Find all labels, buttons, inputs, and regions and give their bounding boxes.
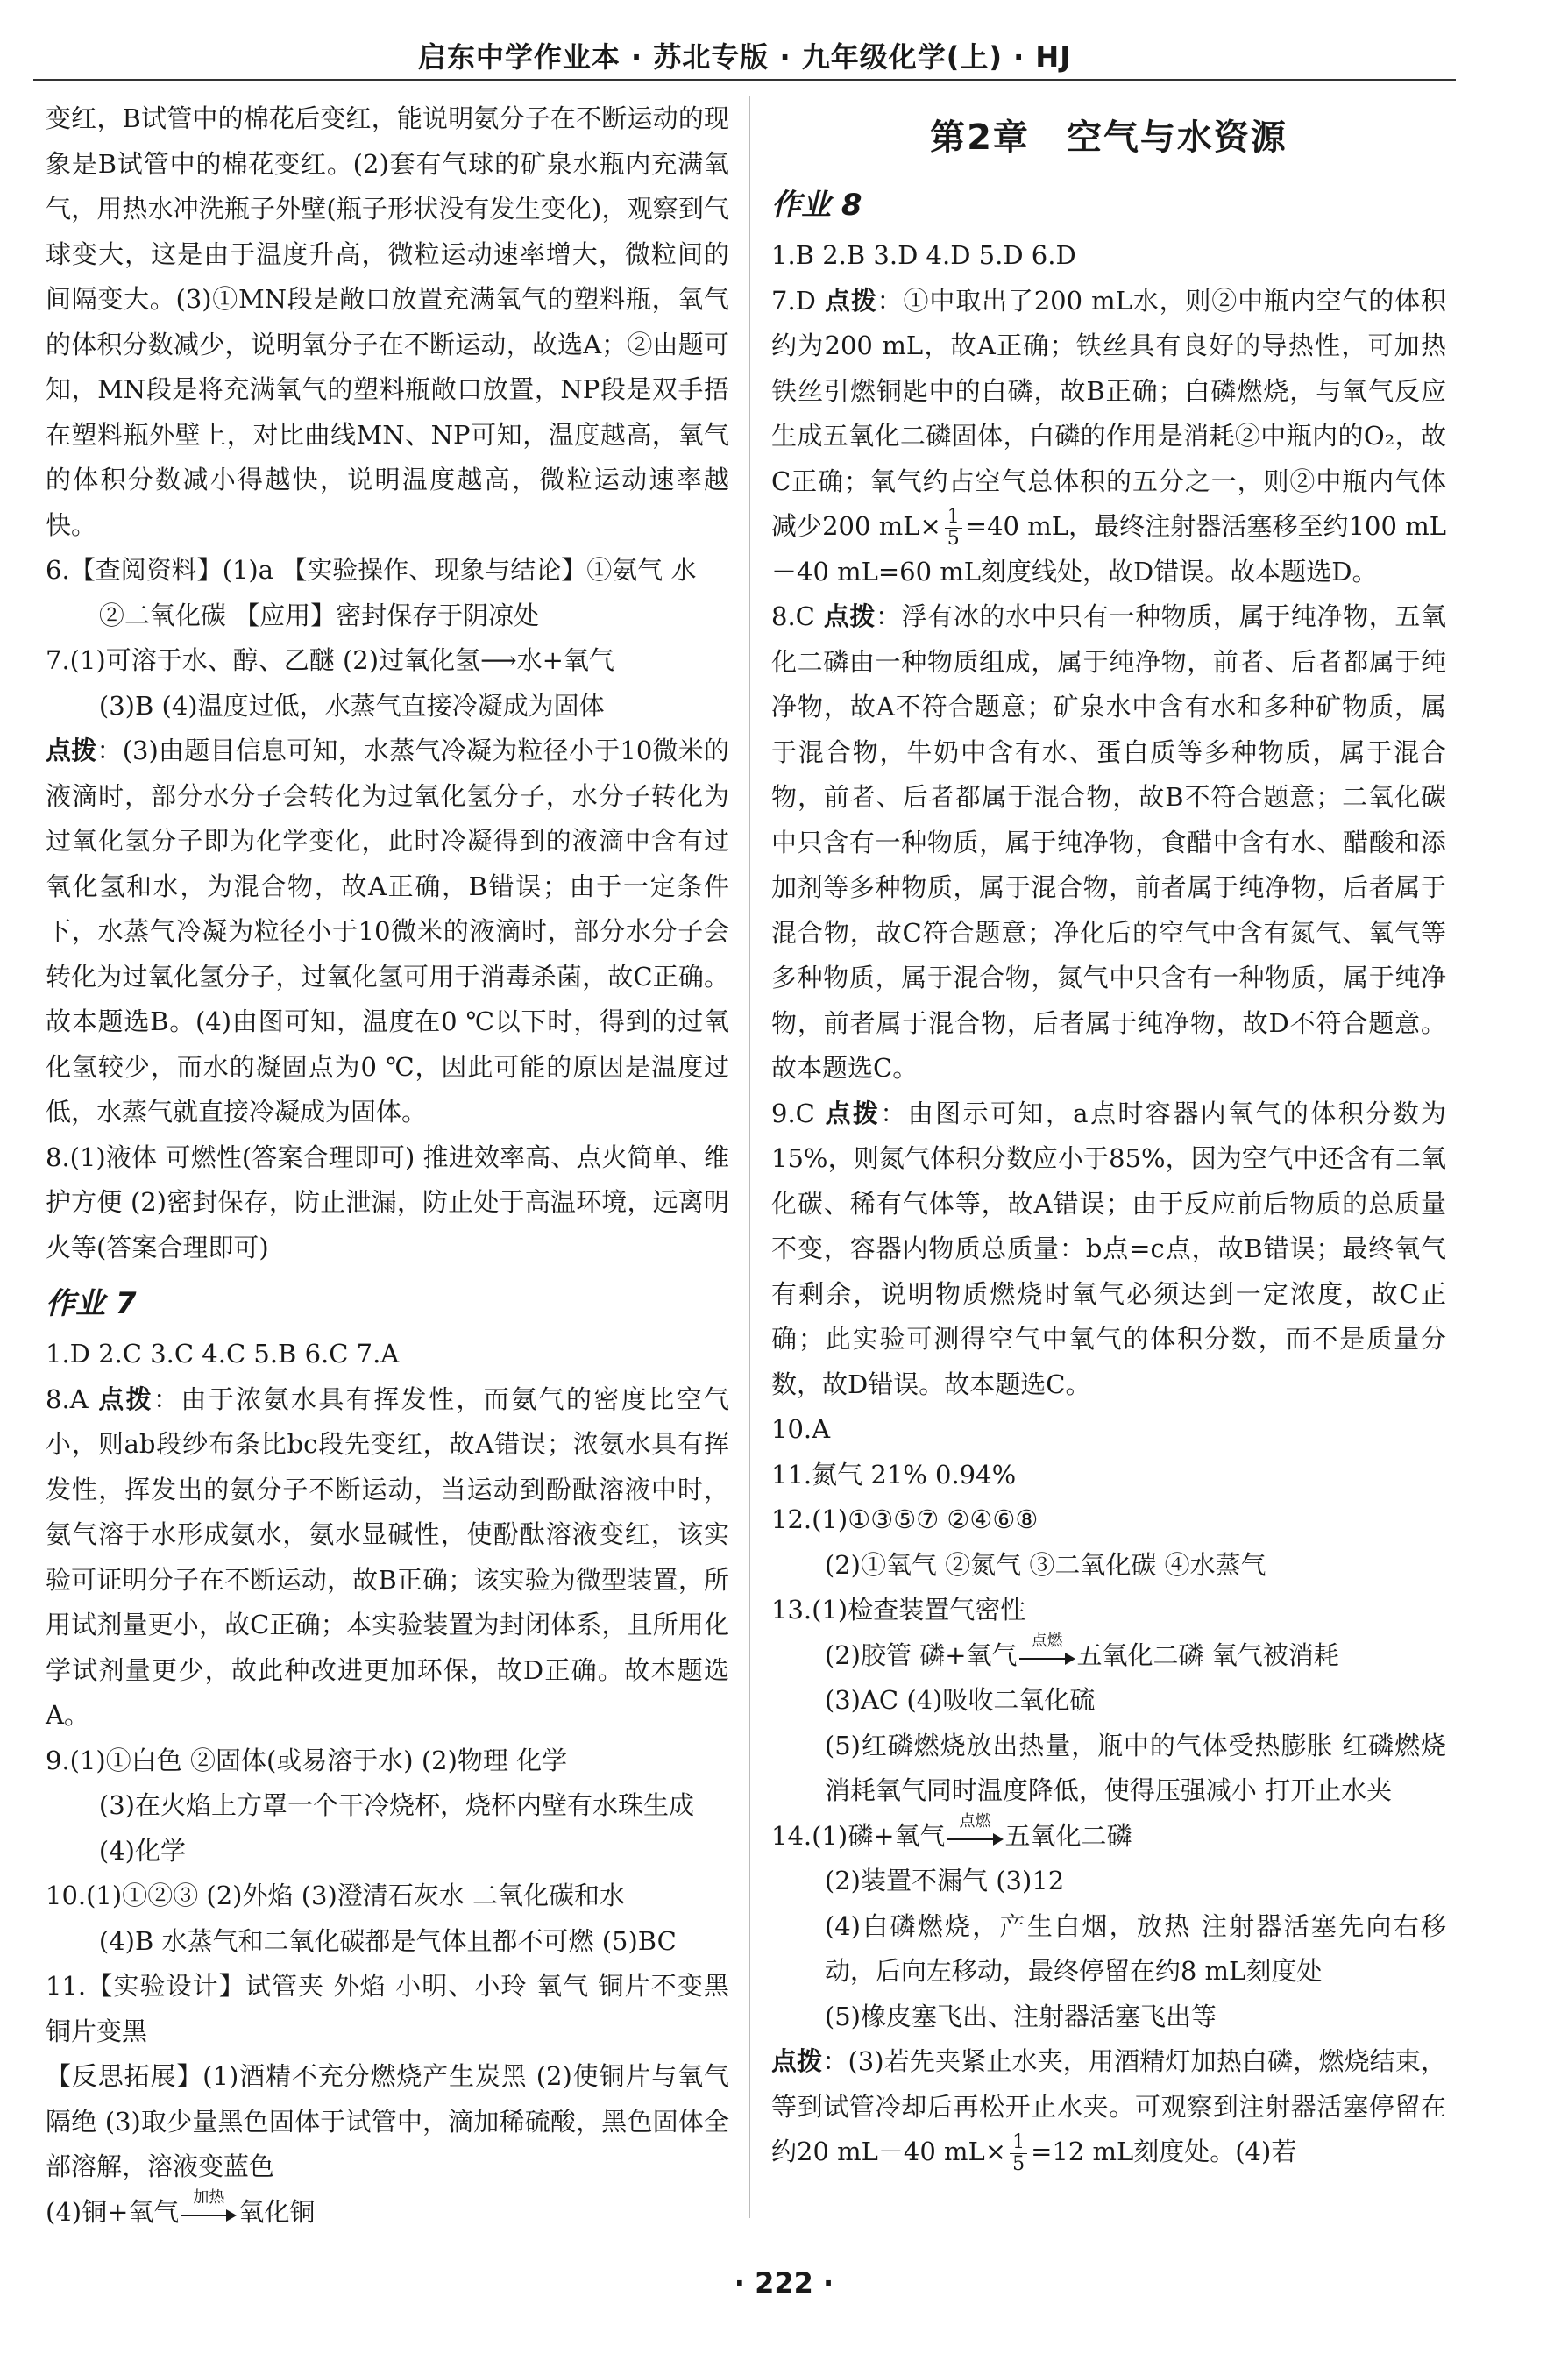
chapter-title: 第2章 空气与水资源 <box>930 117 1288 158</box>
hw7-q8-tip-text: ：由于浓氨水具有挥发性，而氨气的密度比空气小，则ab段纱布条比bc段先变红，故A错误；浓氨水具有挥发性，挥发出的氨分子不断运动，当运动到酚酞溶液中时，氨气溶于水形成氨水，氨水显碱性，使酚酞溶液变红，该实验可证明分子在不断运动，故B正确；该实验为微型装置，所用试剂量更小，故C正确；本实验装置为封闭体系，且所用化学试剂量更少，故此种改进更加环保，故D正确。故本题选A。 <box>46 1383 729 1730</box>
homework-8-title: 作业 8 <box>771 188 862 223</box>
hw7-q11-equation <box>46 2187 729 2236</box>
hw8-q14-line-4: (5)橡皮塞飞出、注射器活塞飞出等 <box>824 2001 1217 2031</box>
q6-line-2: ②二氧化碳 【应用】密封保存于阴凉处 <box>98 600 540 630</box>
tip-label: 点拨 <box>46 736 97 765</box>
reaction-arrow-icon <box>181 2187 237 2227</box>
hw8-q12-line-1: 12.(1)①③⑤⑦ ②④⑥⑧ <box>771 1504 1039 1534</box>
reaction-condition: 加热 <box>193 2187 225 2207</box>
equation-reactants: (4)铜+氧气 <box>46 2196 180 2227</box>
hw8-q14-tip-b: =12 mL刻度处。(4)若 <box>1031 2137 1297 2166</box>
hw8-q13-line-4: (5)红磷燃烧放出热量，瓶中的气体受热膨胀 红磷燃烧消耗氧气同时温度降低，使得压强减小 打开止水夹 <box>824 1730 1446 1805</box>
hw7-q8 <box>46 1377 729 1739</box>
column-divider <box>749 96 750 2218</box>
equation-reactants: (2)胶管 磷+氧气 <box>824 1639 1018 1670</box>
hw8-q14-line-2: (2)装置不漏气 (3)12 <box>824 1866 1065 1895</box>
reaction-arrow-icon <box>947 1811 1004 1851</box>
hw8-q14-equation <box>771 1811 1446 1860</box>
hw8-q8-head: 8.C <box>771 601 824 631</box>
hw8-q14-tip-a: ：(3)若先夹紧止水夹，用酒精灯加热白磷，燃烧结束，等到试管冷却后再松开止水夹。可观察到注射器活塞停留在约20 mL－40 mL× <box>771 2046 1446 2166</box>
q8-answer: 8.(1)液体 可燃性(答案合理即可) 推进效率高、点火简单、维护方便 (2)密封保存，防止泄漏，防止处于高温环境，远离明火等(答案合理即可) <box>46 1141 729 1262</box>
tip-label: 点拨 <box>824 285 877 316</box>
hw8-choices: 1.B 2.B 3.D 4.D 5.D 6.D <box>771 240 1076 270</box>
left-column <box>46 96 729 2235</box>
hw7-q9-line-2: (3)在火焰上方罩一个干冷烧杯，烧杯内壁有水珠生成 <box>98 1790 694 1820</box>
q6-line-1: 6.【查阅资料】(1)a 【实验操作、现象与结论】①氨气 水 <box>46 555 697 585</box>
hw7-choices: 1.D 2.C 3.C 4.C 5.B 6.C 7.A <box>46 1339 400 1369</box>
hw8-q7-head: 7.D <box>771 285 825 316</box>
hw8-q10: 10.A <box>771 1414 831 1444</box>
hw7-q10-line-1: 10.(1)①②③ (2)外焰 (3)澄清石灰水 二氧化碳和水 <box>46 1881 626 1910</box>
hw7-q9-line-3: (4)化学 <box>98 1835 186 1866</box>
header-rule <box>33 79 1456 81</box>
right-column <box>771 96 1446 2175</box>
equation-products: 氧化铜 <box>238 2196 316 2227</box>
hw8-q8-tip: ：浮有冰的水中只有一种物质，属于纯净物，五氧化二磷由一种物质组成，属于纯净物，前者、后者都属于纯净物，故A不符合题意；矿泉水中含有水和多种矿物质，属于混合物，牛奶中含有水、蛋白质等多种物质，属于混合物，前者、后者都属于混合物，故B不符合题意；二氧化碳中只含有一种物质，属于纯净物，食醋中含有水、醋酸和添加剂等多种物质，属于混合物，前者属于纯净物，后者属于混合物，故C符合题意；净化后的空气中含有氮气、氧气等多种物质，属于混合物，氮气中只含有一种物质，属于纯净物，前者属于混合物，后者属于纯净物，故D不符合题意。故本题选C。 <box>771 601 1446 1083</box>
fraction-numerator: 1 <box>1010 2132 1027 2154</box>
reaction-arrow-icon <box>1019 1631 1075 1670</box>
hw7-q8-head: 8.A <box>46 1383 99 1414</box>
hw8-q9-head: 9.C <box>771 1098 826 1128</box>
homework-7-title: 作业 7 <box>46 1286 137 1321</box>
hw8-q7-tip-b: =40 mL，最终注射器活塞移至约100 mL－40 mL=60 mL刻度线处，故D错误。故本题选D。 <box>771 511 1446 587</box>
page-number: · 222 · <box>734 2266 834 2300</box>
equation-products: 五氧化二磷 氧气被消耗 <box>1076 1639 1339 1670</box>
hw8-q7-tip-a: ：①中取出了200 mL水，则②中瓶内空气的体积约为200 mL，故A正确；铁丝具有良好的导热性，可加热铁丝引燃铜匙中的白磷，故B正确；白磷燃烧，与氧气反应生成五氧化二磷固体，白磷的作用是消耗②中瓶内的O₂，故C正确；氧气约占空气总体积的五分之一，则②中瓶内气体减少200 mL× <box>771 285 1446 541</box>
hw7-q11-line-1: 11.【实验设计】试管夹 外焰 小明、小玲 氧气 铜片不变黑 铜片变黑 <box>46 1971 729 2046</box>
reaction-condition: 点燃 <box>1031 1631 1063 1650</box>
tip-label: 点拨 <box>825 1098 881 1128</box>
q7-line-2: (3)B (4)温度过低，水蒸气直接冷凝成为固体 <box>98 690 605 721</box>
fraction-denominator: 5 <box>1012 2152 1025 2175</box>
hw8-q12-line-2: (2)①氧气 ②氮气 ③二氧化碳 ④水蒸气 <box>824 1549 1266 1580</box>
hw7-q9-line-1: 9.(1)①白色 ②固体(或易溶于水) (2)物理 化学 <box>46 1745 568 1775</box>
fraction <box>1010 2132 1027 2175</box>
q7-tip-text: ：(3)由题目信息可知，水蒸气冷凝为粒径小于10微米的液滴时，部分水分子会转化为过氧化氢分子，水分子转化为过氧化氢分子即为化学变化，此时冷凝得到的液滴中含有过氧化氢和水，为混合物，故A正确，B错误；由于一定条件下，水蒸气冷凝为粒径小于10微米的液滴时，部分水分子会转化为过氧化氢分子，过氧化氢可用于消毒杀菌，故C正确。故本题选B。(4)由图可知，温度在0 ℃以下时，得到的过氧化氢较少，而水的凝固点为0 ℃，因此可能的原因是温度过低，水蒸气就直接冷凝成为固体。 <box>46 736 729 1127</box>
equation-reactants: 14.(1)磷+氧气 <box>771 1820 946 1851</box>
hw7-q10-line-2: (4)B 水蒸气和二氧化碳都是气体且都不可燃 (5)BC <box>98 1925 677 1956</box>
hw8-q13-line-3: (3)AC (4)吸收二氧化硫 <box>824 1685 1096 1715</box>
tip-label: 点拨 <box>98 1383 154 1414</box>
hw8-q13-equation <box>771 1633 1446 1679</box>
tip-label: 点拨 <box>771 2046 823 2076</box>
reaction-condition: 点燃 <box>959 1811 991 1831</box>
hw7-q11-line-2: 【反思拓展】(1)酒精不充分燃烧产生炭黑 (2)使铜片与氧气隔绝 (3)取少量黑色固体于试管中，滴加稀硫酸，黑色固体全部溶解，溶液变蓝色 <box>46 2061 729 2181</box>
hw8-q13-line-1: 13.(1)检查装置气密性 <box>771 1595 1026 1625</box>
fraction-denominator: 5 <box>947 527 960 550</box>
q7-tip <box>46 729 729 1135</box>
page-header: 启东中学作业本 · 苏北专版 · 九年级化学(上) · HJ <box>417 40 1072 74</box>
hw8-q11: 11.氮气 21% 0.94% <box>771 1459 1017 1490</box>
q7-line-1: 7.(1)可溶于水、醇、乙醚 (2)过氧化氢⟶水+氧气 <box>46 645 614 675</box>
equation-products: 五氧化二磷 <box>1004 1820 1132 1851</box>
tip-label: 点拨 <box>823 601 876 631</box>
hw8-q9 <box>771 1092 1446 1408</box>
fraction <box>945 507 962 550</box>
hw8-q7 <box>771 279 1446 595</box>
hw8-q14-line-3: (4)白磷燃烧，产生白烟，放热 注射器活塞先向右移动，后向左移动，最终停留在约8 mL刻度处 <box>824 1910 1446 1986</box>
hw8-q8 <box>771 594 1446 1092</box>
left-intro-paragraph: 变红，B试管中的棉花后变红，能说明氨分子在不断运动的现象是B试管中的棉花变红。(2)套有气球的矿泉水瓶内充满氧气，用热水冲洗瓶子外壁(瓶子形状没有发生变化)，观察到气球变大，这是由于温度升高，微粒运动速率增大，微粒间的间隔变大。(3)①MN段是敞口放置充满氧气的塑料瓶，氧气的体积分数减少，说明氧分子在不断运动，故选A；②由题可知，MN段是将充满氧气的塑料瓶敞口放置，NP段是双手捂在塑料瓶外壁上，对比曲线MN、NP可知，温度越高，氧气的体积分数减小得越快，说明温度越高，微粒运动速率越快。 <box>46 103 729 540</box>
fraction-numerator: 1 <box>945 507 962 529</box>
hw8-q14-tip <box>771 2039 1446 2175</box>
hw8-q9-tip: ：由图示可知，a点时容器内氧气的体积分数为15%，则氮气体积分数应小于85%，因为空气中还含有二氧化碳、稀有气体等，故A错误；由于反应前后物质的总质量不变，容器内物质总质量：b点=c点，故B错误；最终氧气有剩余，说明物质燃烧时氧气必须达到一定浓度，故C正确；此实验可测得空气中氧气的体积分数，而不是质量分数，故D错误。故本题选C。 <box>771 1098 1446 1399</box>
